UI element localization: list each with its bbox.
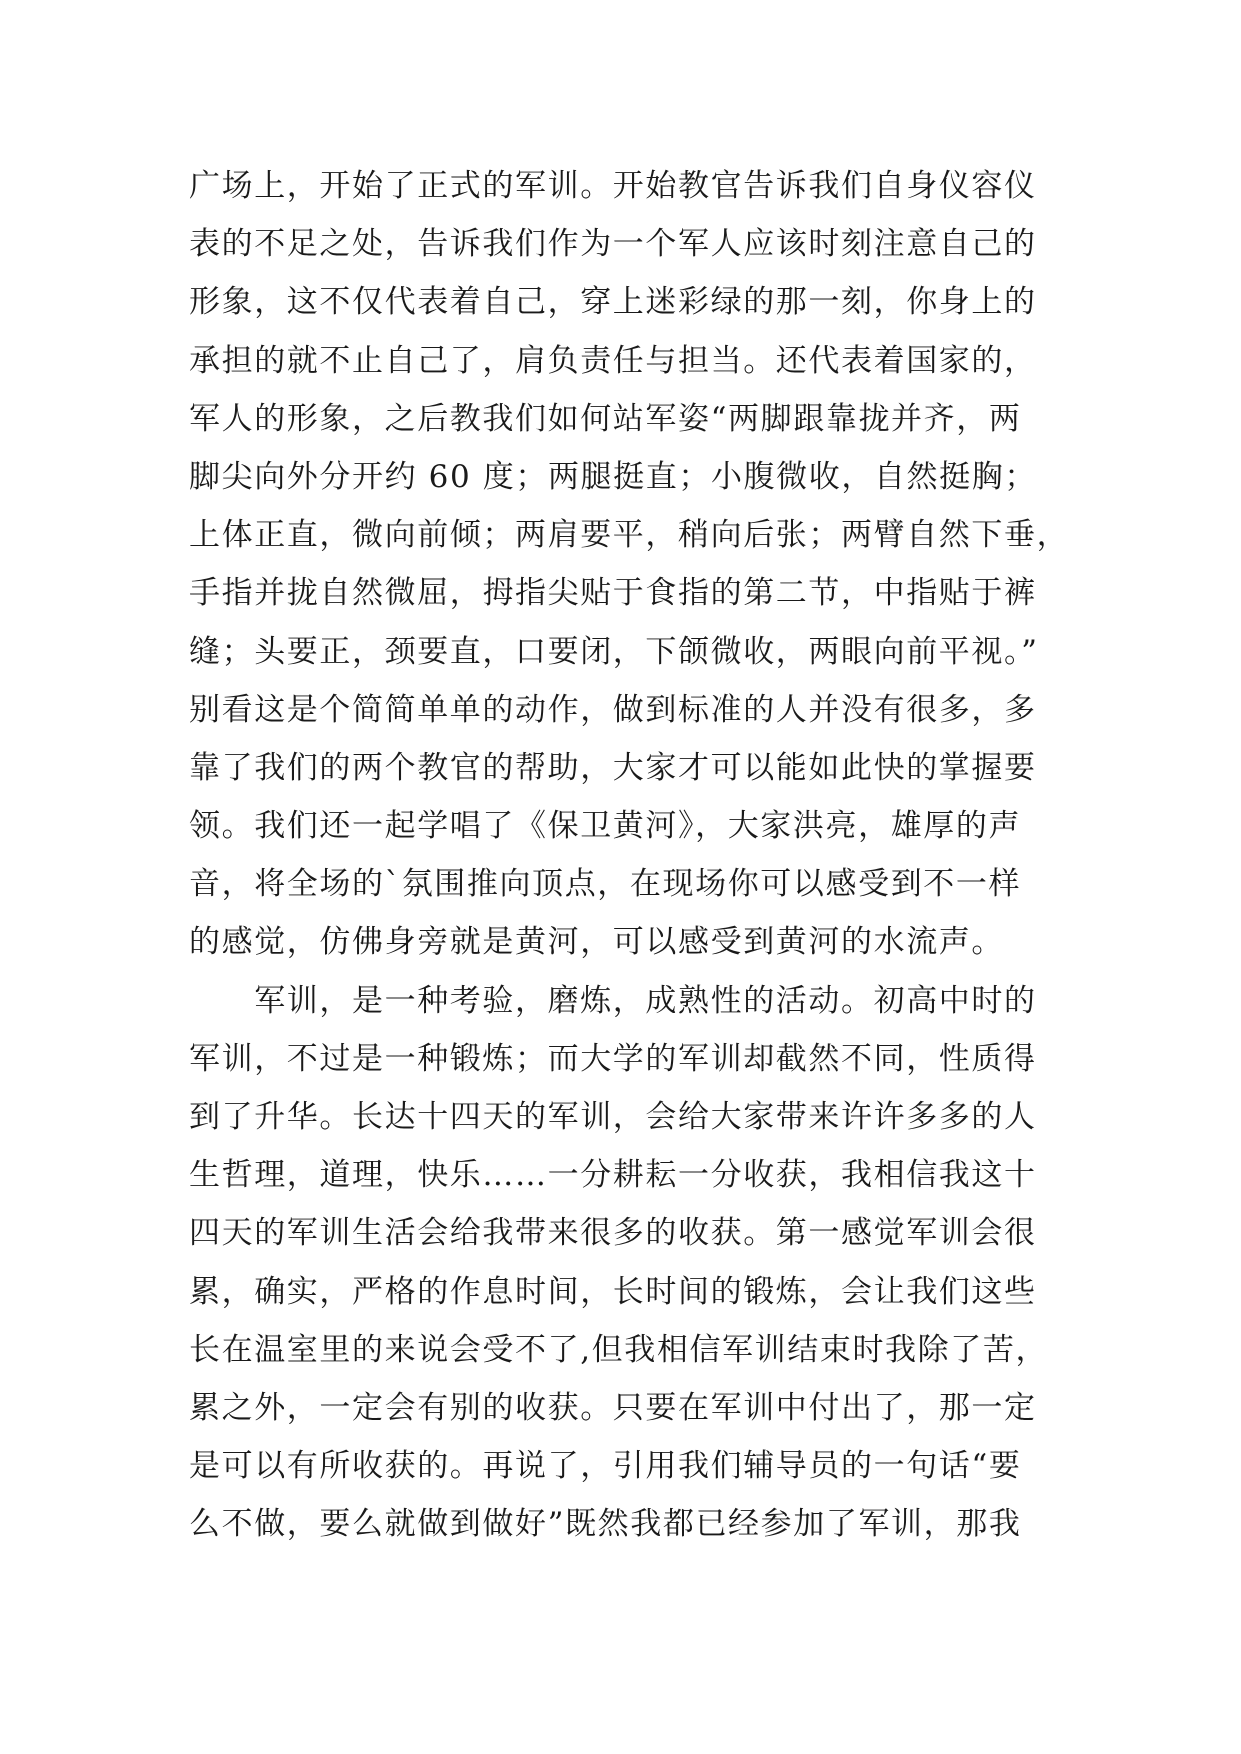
body-text <box>189 157 1069 1554</box>
text-line: 的感觉，仿佛身旁就是黄河，可以感受到黄河的水流声。 <box>189 924 1004 961</box>
text-line: 长在温室里的来说会受不了,但我相信军训结束时我除了苦， <box>189 1331 1049 1368</box>
text-line: 四天的军训生活会给我带来很多的收获。第一感觉军训会很 <box>189 1215 1037 1252</box>
text-line: 别看这是个简简单单的动作，做到标准的人并没有很多，多 <box>189 691 1037 728</box>
text-line: 是可以有所收获的。再说了，引用我们辅导员的一句话“要 <box>189 1448 1022 1485</box>
text-line: 靠了我们的两个教官的帮助，大家才可以能如此快的掌握要 <box>189 749 1037 786</box>
text-line: 手指并拢自然微屈，拇指尖贴于食指的第二节，中指贴于裤 <box>189 575 1037 612</box>
text-line: 音，将全场的`氛围推向顶点，在现场你可以感受到不一样 <box>189 866 1022 903</box>
text-line: 领。我们还一起学唱了《保卫黄河》，大家洪亮，雄厚的声 <box>189 808 1022 845</box>
text-line: 广场上，开始了正式的军训。开始教官告诉我们自身仪容仪 <box>189 168 1037 204</box>
text-line: 上体正直，微向前倾；两肩要平，稍向后张；两臂自然下垂， <box>189 517 1070 554</box>
text-line: 军人的形象，之后教我们如何站军姿“两脚跟靠拢并齐，两 <box>189 400 1022 437</box>
text-line: 累，确实，严格的作息时间，长时间的锻炼，会让我们这些 <box>189 1273 1037 1310</box>
text-line: 累之外，一定会有别的收获。只要在军训中付出了，那一定 <box>189 1389 1037 1426</box>
text-line: 到了升华。长达十四天的军训，会给大家带来许许多多的人 <box>189 1099 1037 1135</box>
text-line: 表的不足之处，告诉我们作为一个军人应该时刻注意自己的 <box>189 226 1037 263</box>
paragraph-start-line: 军训，是一种考验，磨炼，成熟性的活动。初高中时的 <box>189 982 1037 1019</box>
text-line: 缝；头要正，颈要直，口要闭，下颌微收，两眼向前平视。” <box>189 633 1039 670</box>
text-line: 么不做，要么就做到做好”既然我都已经参加了军训，那我 <box>189 1506 1022 1543</box>
text-line: 形象，这不仅代表着自己，穿上迷彩绿的那一刻，你身上的 <box>189 284 1037 321</box>
text-line: 承担的就不止自己了，肩负责任与担当。还代表着国家的， <box>189 342 1037 379</box>
text-line: 脚尖向外分开约 60 度；两腿挺直；小腹微收，自然挺胸； <box>189 458 1037 495</box>
text-line: 军训，不过是一种锻炼；而大学的军训却截然不同，性质得 <box>189 1040 1037 1077</box>
text-line: 生哲理，道理，快乐……一分耕耘一分收获，我相信我这十 <box>189 1157 1037 1194</box>
